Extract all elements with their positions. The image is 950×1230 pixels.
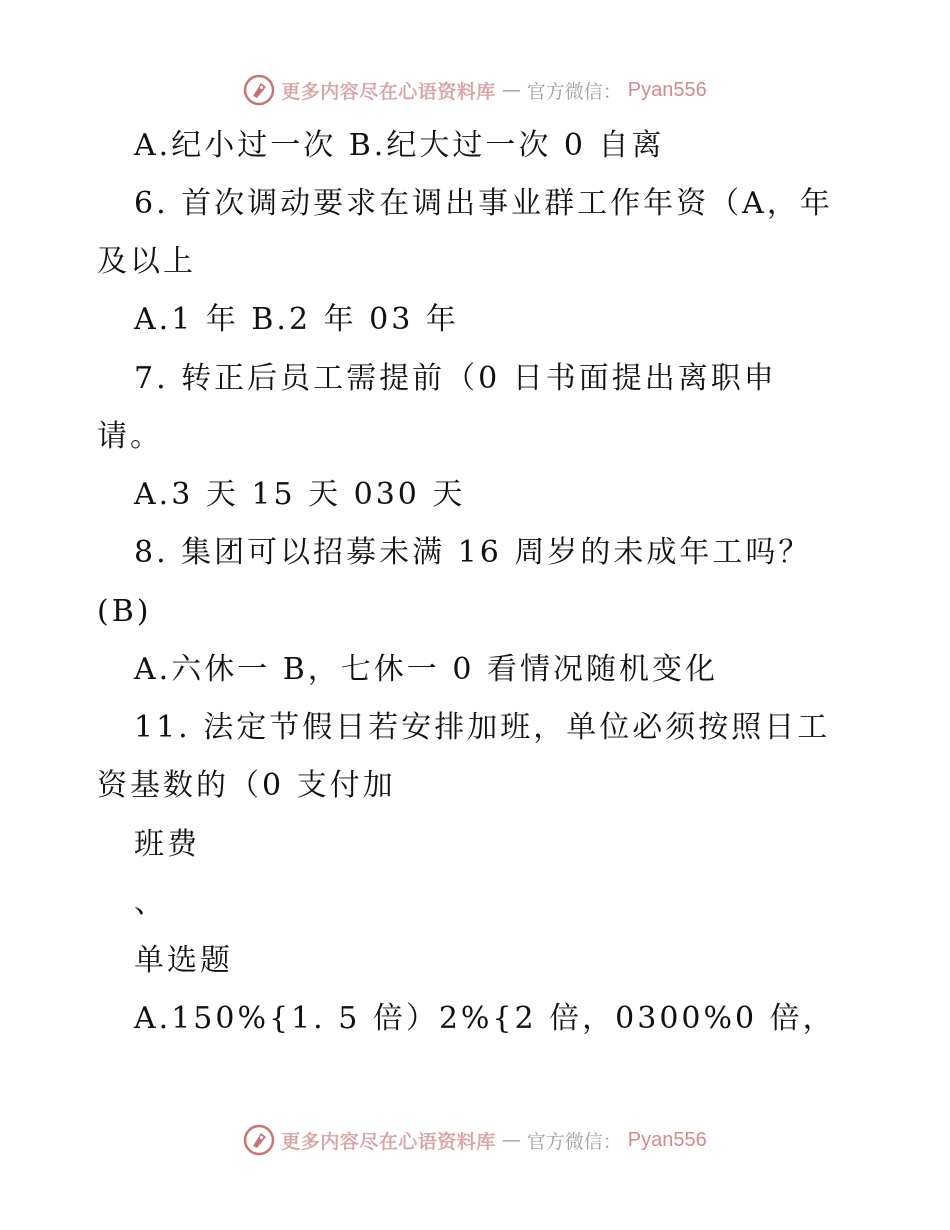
- pen-nib-logo-icon: [243, 1124, 275, 1156]
- watermark-separator: —: [501, 79, 521, 101]
- watermark-footer: [0, 1122, 950, 1158]
- watermark-separator: —: [501, 1129, 521, 1151]
- text-line: (B): [97, 594, 152, 629]
- text-line: A.3 天 15 天 030 天: [134, 477, 466, 512]
- watermark-header: [0, 72, 950, 108]
- text-line: 7. 转正后员工需提前（0 日书面提出离职申: [134, 361, 777, 396]
- watermark-label: 官方微信：: [526, 1130, 622, 1153]
- watermark-brand: 更多内容尽在心语资料库: [281, 1130, 496, 1153]
- text-line: 班费: [134, 827, 200, 862]
- watermark-label: 官方微信：: [526, 80, 622, 103]
- text-line: 8. 集团可以招募未满 16 周岁的未成年工吗？: [134, 535, 812, 570]
- text-line: 请。: [97, 419, 163, 454]
- watermark-wechat-id: Pyan556: [627, 1128, 707, 1151]
- text-line: 资基数的（0 支付加: [97, 768, 396, 803]
- text-line: 11. 法定节假日若安排加班，单位必须按照日工: [134, 710, 831, 745]
- text-line: A.1 年 B.2 年 03 年: [134, 302, 459, 337]
- text-line: 及以上: [97, 244, 196, 279]
- text-line: 单选题: [134, 943, 233, 978]
- watermark-brand: 更多内容尽在心语资料库: [281, 80, 496, 103]
- text-line: 6. 首次调动要求在调出事业群工作年资（A，年: [134, 186, 833, 221]
- text-line: 、: [134, 885, 167, 920]
- watermark-wechat-id: Pyan556: [627, 78, 707, 101]
- text-line: A.纪小过一次 B.纪大过一次 0 自离: [134, 128, 665, 163]
- pen-nib-logo-icon: [243, 74, 275, 106]
- text-line: A.六休一 B，七休一 0 看情况随机变化: [134, 652, 718, 687]
- text-line: A.150%{1. 5 倍）2%{2 倍，0300%0 倍，: [134, 1001, 836, 1036]
